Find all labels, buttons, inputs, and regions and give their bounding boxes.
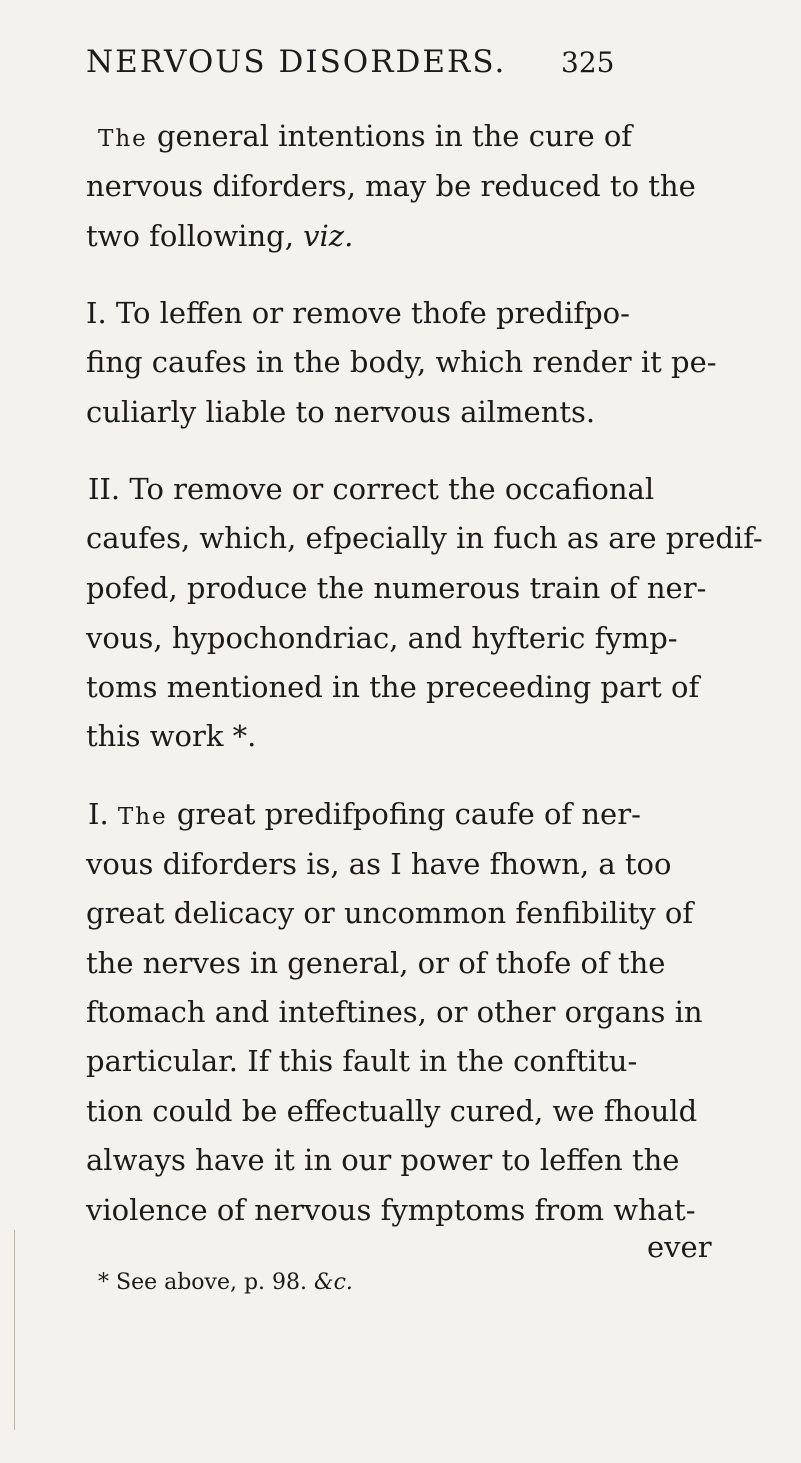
text-line: I. To leffen or remove thofe predifpo-	[86, 296, 630, 330]
text-line: II. To remove or correct the occafional	[88, 472, 655, 506]
text-line: the nerves in general, or of thofe of the	[86, 946, 666, 980]
italic-abbreviation: &c.	[314, 1270, 353, 1295]
page-edge-shadow	[14, 1230, 15, 1430]
page-number: 325	[561, 46, 615, 79]
text-line: always have it in our power to leffen the	[86, 1143, 680, 1177]
text-line: fing caufes in the body, which render it pe-	[86, 345, 717, 379]
text-line: toms mentioned in the preceeding part of	[86, 670, 700, 704]
text-line: culiarly liable to nervous ailments.	[86, 395, 596, 429]
text-line: ftomach and inteftines, or other organs in	[86, 995, 703, 1029]
text-line: caufes, which, efpecially in fuch as are predif-	[86, 521, 763, 555]
text-line: great delicacy or uncommon fenfibility of	[86, 896, 694, 930]
italic-word: viz.	[303, 219, 354, 253]
text-line: particular. If this fault in the conftitu-	[86, 1044, 638, 1078]
running-head	[86, 44, 626, 94]
footnote: * See above, p. 98. &c.	[98, 1270, 353, 1295]
running-title: NERVOUS DISORDERS.	[86, 44, 507, 80]
text-line: tion could be effectually cured, we fhould	[86, 1094, 698, 1128]
text-line: I. The great predifpofing caufe of ner-	[88, 797, 641, 831]
text-line: vous, hypochondriac, and hyfteric fymp-	[86, 621, 678, 655]
small-caps-word: The	[117, 804, 168, 830]
text-line: nervous diforders, may be reduced to the	[86, 169, 696, 203]
text-line: violence of nervous fymptoms from what-	[86, 1193, 696, 1227]
text-line: The general intentions in the cure of	[98, 119, 633, 153]
text-line: vous diforders is, as I have fhown, a too	[86, 847, 672, 881]
catchword: ever	[647, 1230, 712, 1264]
text-line: this work *.	[86, 719, 257, 753]
small-caps-word: The	[98, 126, 148, 152]
text-line: two following, viz.	[86, 219, 354, 253]
text-line: pofed, produce the numerous train of ner-	[86, 571, 707, 605]
